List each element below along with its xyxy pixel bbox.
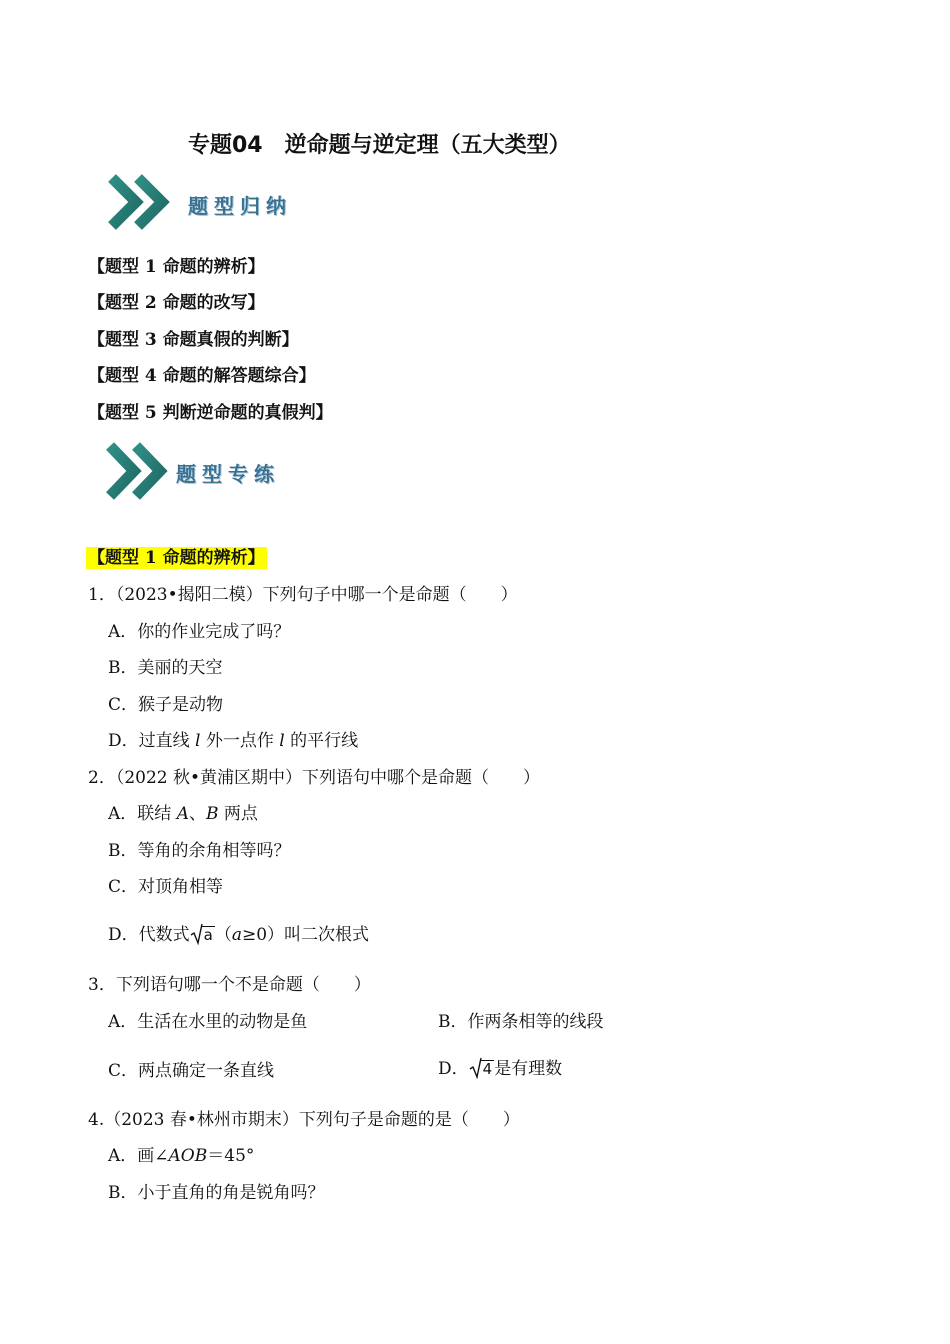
type-item-3: 【题型 3 命题真假的判断】 [88,330,299,350]
question-4-option-a: A．画∠AOB＝45° [108,1146,255,1166]
type-item-5: 【题型 5 判断逆命题的真假判】 [88,403,333,423]
question-2-option-d: D．代数式 a （a≥0）叫二次根式 [108,925,370,945]
question-3-stem: 3．下列语句哪一个不是命题（ ） [88,975,371,995]
sqrt-symbol-2: 4 [469,1059,495,1079]
double-chevron-icon-2 [102,440,172,502]
question-3-option-a: A．生活在水里的动物是鱼 [108,1012,308,1032]
section-induction-label: 题型归纳 [188,194,292,218]
question-2-option-a: A．联结 A、B 两点 [108,804,258,824]
practice-heading: 【题型 1 命题的辨析】 [88,548,265,568]
question-1-option-b: B．美丽的天空 [108,658,223,678]
question-1-option-d: D．过直线 l 外一点作 l 的平行线 [108,731,359,751]
section-practice-label: 题型专练 [176,462,280,486]
sqrt-symbol: a [190,925,215,945]
question-2-option-c: C．对顶角相等 [108,877,224,897]
question-1-option-a: A．你的作业完成了吗？ [108,622,291,642]
question-3-option-b: B．作两条相等的线段 [438,1012,604,1032]
type-item-2: 【题型 2 命题的改写】 [88,293,265,313]
question-2-option-b: B．等角的余角相等吗？ [108,841,291,861]
question-1-option-c: C．猴子是动物 [108,695,224,715]
question-3-option-c: C．两点确定一条直线 [108,1061,275,1081]
question-4-stem: 4.（2023 春•林州市期末）下列句子是命题的是（ ） [88,1110,520,1130]
double-chevron-icon [104,172,174,232]
question-1-stem: 1．（2023•揭阳二模）下列句子中哪一个是命题（ ） [88,585,518,605]
question-2-stem: 2．（2022 秋•黄浦区期中）下列语句中哪个是命题（ ） [88,768,541,788]
question-4-option-b: B．小于直角的角是锐角吗？ [108,1183,325,1203]
page-title: 专题04 逆命题与逆定理（五大类型） [188,133,571,158]
question-3-option-d: D． 4 是有理数 [438,1059,563,1079]
type-item-4: 【题型 4 命题的解答题综合】 [88,366,316,386]
type-item-1: 【题型 1 命题的辨析】 [88,257,265,277]
